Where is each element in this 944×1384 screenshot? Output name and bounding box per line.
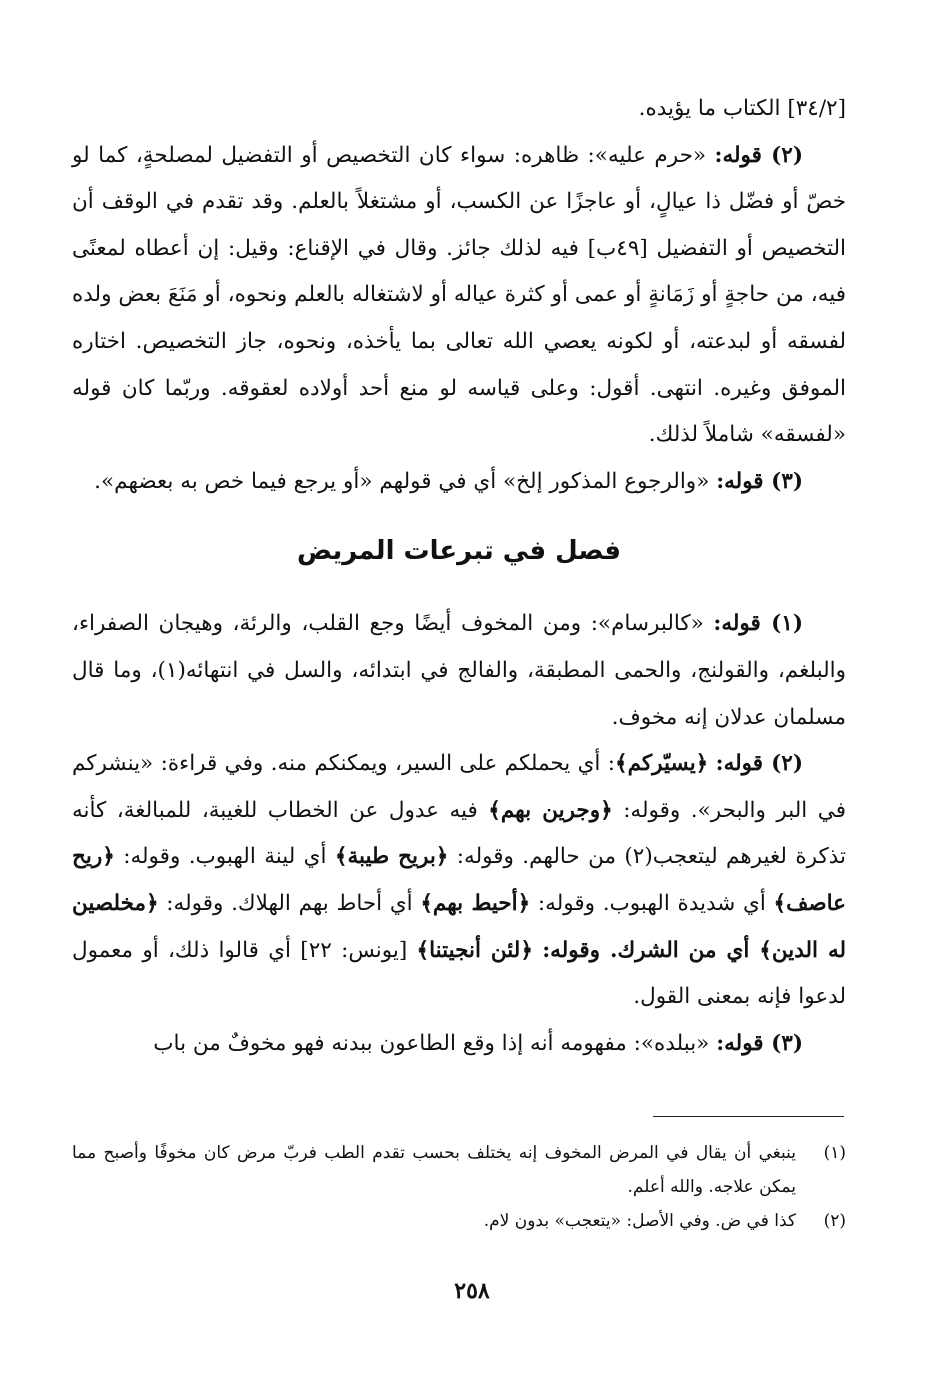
paragraph-text: أي شديدة الهبوب. وقوله: [537,890,766,916]
paragraph-text: «ببلده»: مفهومه أنه إذا وقع الطاعون ببدنه فهو مخوفٌ من باب [153,1030,710,1056]
quran-quote: ﴿بريح طيبة﴾ [334,844,449,870]
page-body [72,86,846,1067]
paragraph-label: (٢) قوله: [715,751,803,777]
quran-quote: ﴿وجرين بهم﴾ [488,797,613,823]
footnotes [72,1136,846,1238]
footnote-separator [653,1116,844,1117]
paragraph-text: أي أحاط بهم الهلاك. وقوله: [166,890,413,916]
quran-quote: ﴿مخلصين له الدين﴾ أي من الشرك. وقوله: [72,890,847,963]
quran-quote: ﴿ريح عاصف﴾ [72,844,846,916]
paragraph-label: (٢) قوله: [714,142,803,168]
paragraph-text: [يونس: ٢٢] أي قالوا ذلك، أو معمول لدعوا فإنه بمعنى القول. [72,937,846,1010]
paragraph-text: فيه عدول عن الخطاب للغيبة، للمبالغة، كأنه تذكرة لغيرهم ليتعجب(٢) من حالهم. وقوله: [72,797,846,870]
footnote-number: (٢) [823,1211,846,1231]
quran-quote: ﴿أحيط بهم﴾ [420,890,531,916]
section-heading: فصل في تبرعات المريض [296,536,622,567]
paragraph-label: (١) قوله: [713,611,803,637]
quran-quote: ﴿يسيّركم﴾ [615,751,709,777]
footnote-number: (١) [823,1143,846,1163]
paragraph-s1-2 [72,133,846,459]
page-number: ٢٥٨ [454,1278,490,1304]
paragraph-label: (٣) قوله: [716,468,803,494]
paragraph-s2-3 [72,1021,846,1068]
paragraph-text: : أي يحملكم على السير، ويمكنكم منه. وفي قراءة: «ينشركم في البر والبحر». وقوله: [72,751,846,823]
paragraph-text: «والرجوع المذكور إلخ» أي في قولهم «أو يرجع فيما خص به بعضهم». [94,468,710,494]
paragraph-label: (٣) قوله: [716,1030,803,1056]
paragraph-s2-2 [72,741,846,1021]
paragraph-text: أي لينة الهبوب. وقوله: [123,844,327,870]
paragraph-s1-3 [72,459,846,506]
footnote-text: كذا في ض. وفي الأصل: «يتعجب» بدون لام. [483,1211,796,1231]
footnote [72,1204,846,1238]
footnote-text: ينبغي أن يقال في المرض المخوف إنه يختلف بحسب تقدم الطب فربّ مرض كان مخوفًا وأصبح مما يمكن علاجه. والله أعلم. [72,1143,796,1197]
top-line: [٣٤/٢] الكتاب ما يؤيده. [638,96,846,121]
quran-quote: ﴿لئن أنجيتنا﴾ [416,937,533,963]
footnote [72,1136,846,1204]
paragraph-text: «حرم عليه»: ظاهره: سواء كان التخصيص أو التفضيل لمصلحةٍ، كما لو خصّ أو فضّل ذا عيالٍ، أو عاجزًا عن الكسب، أو مشتغلاً بالعلم. وقد تقدم في الوقف أن التخصيص أو التفضيل [٤٩ب] فيه لذلك جائز. وقال في الإقناع: وقيل: إن أعطاه لمعنًى فيه، من حاجةٍ أو زَمَانةٍ أو عمى أو كثرة عياله أو لاشتغاله بالعلم ونحوه، أو مَنَعَ بعض ولده لفسقه أو لبدعته، أو لكونه يعصي الله تعالى بما يأخذه، ونحوه، جاز التخصيص. اختاره الموفق وغيره. انتهى. أقول: وعلى قياسه لو منع أحد أولاده لعقوقه. وربّما كان قوله «لفسقه» شاملاً لذلك. [72,142,846,448]
paragraph-text: «كالبرسام»: ومن المخوف أيضًا وجع القلب، والرئة، وهيجان الصفراء، والبلغم، والقولنج، والحمى المطبقة، والفالج في ابتدائه، والسل في انتهائه(١)، وما قال مسلمان عدلان إنه مخوف. [72,611,846,730]
paragraph-s2-1 [72,601,846,741]
